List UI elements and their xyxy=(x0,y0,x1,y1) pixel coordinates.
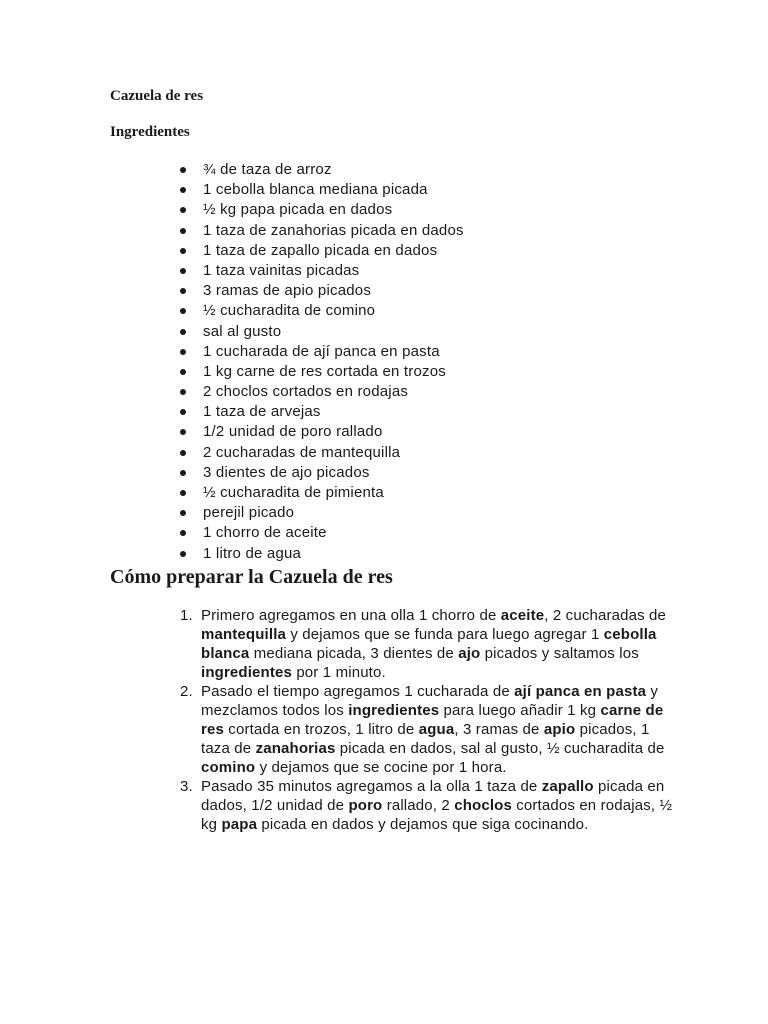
step-text-segment: picada en dados, 1/2 unidad de xyxy=(201,778,665,814)
step-text-segment: Primero agregamos en una olla 1 chorro de xyxy=(201,607,501,624)
ingredients-heading: Ingredientes xyxy=(110,124,190,140)
bullet-icon xyxy=(180,329,186,335)
ingredient-item xyxy=(180,402,464,422)
ingredient-text: 1 taza de zapallo picada en dados xyxy=(203,241,438,259)
ingredient-text: 1/2 unidad de poro rallado xyxy=(203,423,383,441)
bullet-icon xyxy=(180,470,186,476)
step-text xyxy=(201,683,665,776)
step-keyword: ajo xyxy=(458,645,481,662)
ingredient-text: 1 cebolla blanca mediana picada xyxy=(203,181,428,199)
step-text-segment: por 1 minuto. xyxy=(292,664,386,681)
ingredient-text: 1 taza vainitas picadas xyxy=(203,261,360,279)
step-keyword: papa xyxy=(221,816,258,833)
ingredients-list xyxy=(180,160,464,564)
step-keyword: ingredientes xyxy=(348,702,440,719)
step-text-segment: y dejamos que se cocine por 1 hora. xyxy=(255,759,507,776)
ingredient-text: 1 taza de arvejas xyxy=(203,403,321,421)
ingredient-text: 1 cucharada de ají panca en pasta xyxy=(203,342,440,360)
ingredient-text: 1 taza de zanahorias picada en dados xyxy=(203,221,464,239)
ingredient-item xyxy=(180,523,464,543)
ingredient-item xyxy=(180,503,464,523)
ingredient-item xyxy=(180,443,464,463)
recipe-title: Cazuela de res xyxy=(110,88,204,104)
step-text-segment: y mezclamos todos los xyxy=(201,683,659,719)
ingredient-item xyxy=(180,241,464,261)
step-text-segment: picados y saltamos los xyxy=(480,645,639,662)
step-number: 2. xyxy=(180,683,193,700)
step-text-segment: , 3 ramas de xyxy=(454,721,544,738)
step-text-segment: cortados en rodajas, ½ kg xyxy=(201,797,673,833)
bullet-icon xyxy=(180,187,186,193)
preparation-step xyxy=(180,606,680,682)
bullet-icon xyxy=(180,349,186,355)
step-text xyxy=(201,778,672,833)
step-text-segment: picada en dados, sal al gusto, ½ cucharadita de xyxy=(335,740,665,757)
step-keyword: poro xyxy=(348,797,383,814)
ingredient-text: 1 chorro de aceite xyxy=(203,524,327,542)
ingredient-item xyxy=(180,463,464,483)
step-text-segment: cortada en trozos, 1 litro de xyxy=(223,721,419,738)
step-keyword: choclos xyxy=(454,797,512,814)
bullet-icon xyxy=(180,308,186,314)
ingredient-text: ¾ de taza de arroz xyxy=(203,161,332,178)
preparation-step xyxy=(180,777,680,834)
step-keyword: carne de res xyxy=(201,702,664,738)
step-keyword: zapallo xyxy=(541,778,594,795)
ingredient-item xyxy=(180,160,464,180)
ingredient-text: ½ cucharadita de pimienta xyxy=(203,484,384,501)
ingredient-item xyxy=(180,200,464,220)
bullet-icon xyxy=(180,369,186,375)
ingredient-item xyxy=(180,261,464,281)
ingredient-text: 3 dientes de ajo picados xyxy=(203,463,370,481)
step-text xyxy=(201,607,666,681)
ingredient-item xyxy=(180,362,464,382)
step-keyword: aceite xyxy=(500,607,545,624)
ingredient-item xyxy=(180,281,464,301)
bullet-icon xyxy=(180,450,186,456)
step-text-segment: Pasado 35 minutos agregamos a la olla 1 taza de xyxy=(201,778,542,795)
ingredient-text: 2 choclos cortados en rodajas xyxy=(203,383,409,401)
ingredient-text: 3 ramas de apio picados xyxy=(203,282,372,300)
step-text-segment: Pasado el tiempo agregamos 1 cucharada de xyxy=(201,683,515,700)
bullet-icon xyxy=(180,228,186,234)
ingredient-text: perejil picado xyxy=(203,504,295,522)
preparation-step xyxy=(180,682,680,777)
ingredient-text: ½ kg papa picada en dados xyxy=(203,201,393,219)
ingredient-item xyxy=(180,180,464,200)
ingredient-item xyxy=(180,382,464,402)
step-keyword: agua xyxy=(418,721,455,738)
step-keyword: ingredientes xyxy=(201,664,292,681)
bullet-icon xyxy=(180,167,186,173)
step-text-segment: y dejamos que se funda para luego agregar 1 xyxy=(286,626,604,643)
bullet-icon xyxy=(180,268,186,274)
step-text-segment: rallado, 2 xyxy=(382,797,455,814)
preparation-heading: Cómo preparar la Cazuela de res xyxy=(110,566,393,588)
step-text-segment: mediana picada, 3 dientes de xyxy=(249,645,459,662)
ingredient-item xyxy=(180,221,464,241)
ingredient-text: 2 cucharadas de mantequilla xyxy=(203,443,401,461)
step-text-segment: picada en dados y dejamos que siga cocinando. xyxy=(257,816,589,833)
bullet-icon xyxy=(180,288,186,294)
step-text-segment: para luego añadir 1 kg xyxy=(439,702,601,719)
bullet-icon xyxy=(180,530,186,536)
ingredient-text: 1 kg carne de res cortada en trozos xyxy=(203,362,446,380)
bullet-icon xyxy=(180,510,186,516)
step-keyword: comino xyxy=(201,759,256,776)
ingredient-item xyxy=(180,342,464,362)
ingredient-item xyxy=(180,483,464,503)
ingredient-item xyxy=(180,301,464,321)
step-keyword: cebolla blanca xyxy=(201,626,657,662)
step-keyword: ají panca en pasta xyxy=(514,683,647,700)
ingredient-item xyxy=(180,322,464,342)
bullet-icon xyxy=(180,409,186,415)
bullet-icon xyxy=(180,490,186,496)
step-text-segment: , 2 cucharadas de xyxy=(544,607,667,624)
ingredient-text: ½ cucharadita de comino xyxy=(203,302,376,320)
bullet-icon xyxy=(180,551,186,557)
step-keyword: zanahorias xyxy=(255,740,336,757)
step-number: 3. xyxy=(180,778,193,795)
step-number: 1. xyxy=(180,607,193,624)
bullet-icon xyxy=(180,207,186,213)
step-keyword: mantequilla xyxy=(201,626,286,643)
bullet-icon xyxy=(180,248,186,254)
ingredient-text: sal al gusto xyxy=(203,322,282,340)
bullet-icon xyxy=(180,429,186,435)
ingredient-item xyxy=(180,544,464,564)
ingredient-text: 1 litro de agua xyxy=(203,544,302,562)
step-keyword: apio xyxy=(543,721,576,738)
step-text-segment: picados, 1 taza de xyxy=(201,721,650,757)
ingredient-item xyxy=(180,422,464,442)
preparation-steps-list xyxy=(180,606,680,834)
bullet-icon xyxy=(180,389,186,395)
